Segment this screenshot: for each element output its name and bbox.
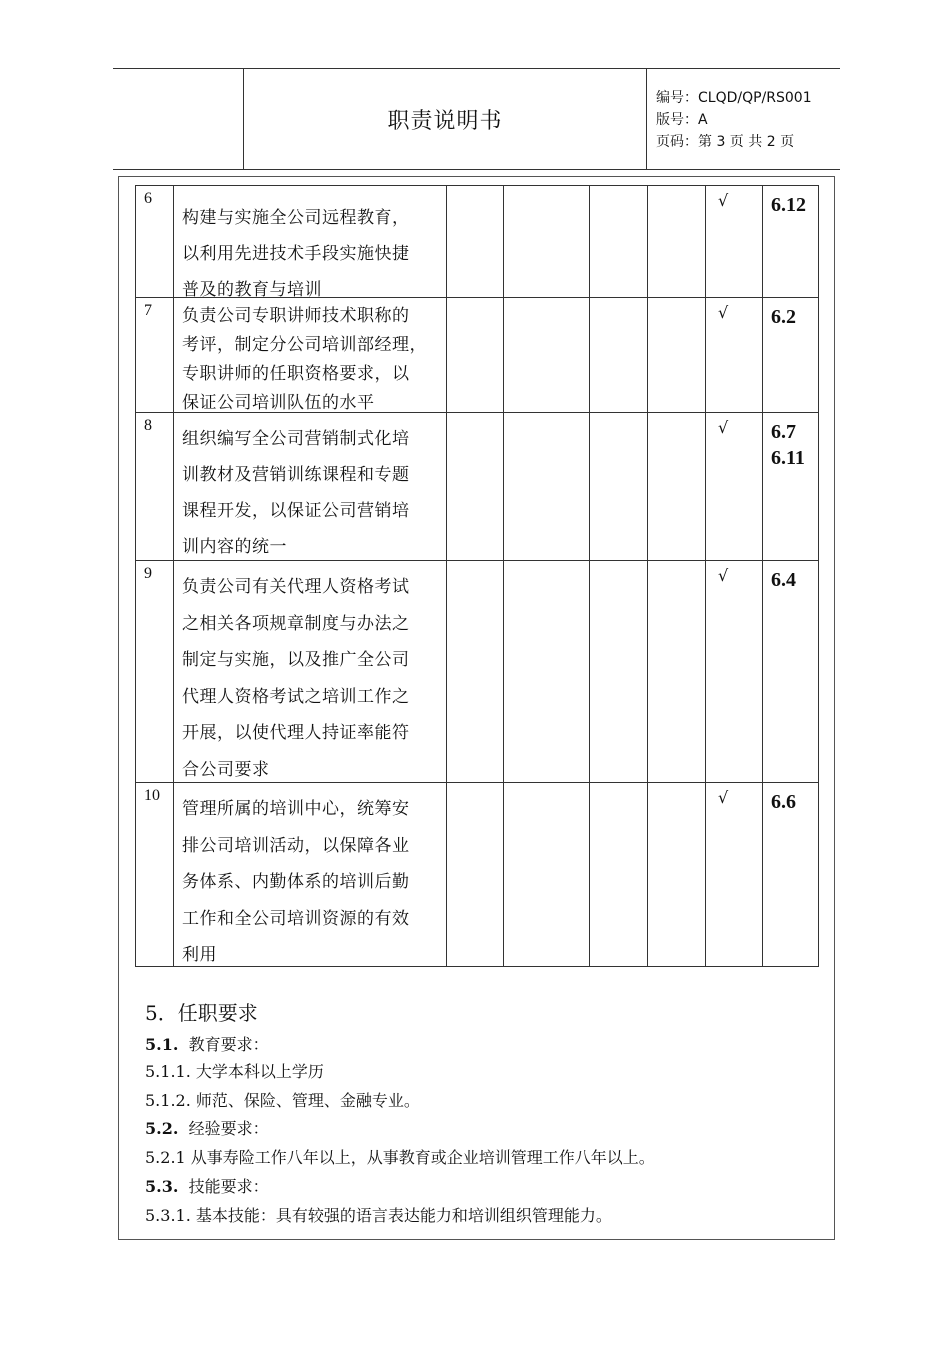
doc-version: 版号：A [656, 112, 708, 128]
row-number: 10 [144, 787, 160, 804]
doc-number: 编号：CLQD/QP/RS001 [656, 90, 812, 106]
subsection-heading: 5.2. 经验要求： [145, 1119, 269, 1138]
check-mark: √ [718, 303, 729, 322]
document-meta [656, 87, 812, 153]
row-description: 构建与实施全公司远程教育， 以利用先进技术手段实施快捷 普及的教育与培训 [182, 208, 410, 300]
check-mark: √ [718, 788, 729, 807]
table-row [136, 782, 818, 967]
requirement-item: 5.2.1 从事寿险工作八年以上，从事教育或企业培训管理工作八年以上。 [145, 1148, 655, 1167]
document-header [113, 68, 840, 170]
row-number: 9 [144, 565, 152, 582]
check-mark: √ [718, 418, 729, 437]
row-number: 8 [144, 417, 152, 434]
reference-code: 6.4 [771, 569, 796, 591]
table-row [136, 186, 818, 300]
subsection-heading: 5.3. 技能要求： [145, 1177, 269, 1196]
table-row [136, 297, 818, 413]
requirement-item: 5.1.1. 大学本科以上学历 [145, 1062, 324, 1081]
reference-code: 6.6 [771, 791, 796, 813]
responsibility-table [135, 185, 819, 967]
table-row [136, 560, 818, 783]
doc-page: 页码：第 3 页 共 2 页 [656, 134, 795, 150]
section-title: 5．任职要求 [145, 1001, 258, 1025]
row-number: 6 [144, 190, 152, 207]
table-row [136, 412, 818, 561]
reference-code: 6.2 [771, 306, 796, 328]
subsection-heading: 5.1. 教育要求： [145, 1035, 269, 1054]
reference-code: 6.12 [771, 194, 806, 216]
check-mark: √ [718, 566, 729, 585]
check-mark: √ [718, 191, 729, 210]
requirement-item: 5.3.1. 基本技能：具有较强的语言表达能力和培训组织管理能力。 [145, 1206, 612, 1225]
reference-code: 6.7 6.11 [771, 421, 805, 469]
row-description: 负责公司有关代理人资格考试 之相关各项规章制度与办法之 制定与实施，以及推广全公司 代理人资格考试之培训工作之 开展，以使代理人持证率能符 合公司要求 [182, 577, 410, 780]
row-number: 7 [144, 302, 152, 319]
header-divider [646, 69, 647, 169]
document-title: 职责说明书 [387, 108, 503, 134]
row-description: 管理所属的培训中心，统筹安 排公司培训活动，以保障各业 务体系、内勤体系的培训后勤 工作和全公司培训资源的有效 利用 [182, 799, 410, 965]
row-description: 负责公司专职讲师技术职称的 考评，制定分公司培训部经理， 专职讲师的任职资格要求，以 保证公司培训队伍的水平 [182, 306, 427, 413]
row-description: 组织编写全公司营销制式化培 训教材及营销训练课程和专题 课程开发，以保证公司营销培 训内容的统一 [182, 429, 410, 557]
requirement-item: 5.1.2. 师范、保险、管理、金融专业。 [145, 1091, 420, 1110]
